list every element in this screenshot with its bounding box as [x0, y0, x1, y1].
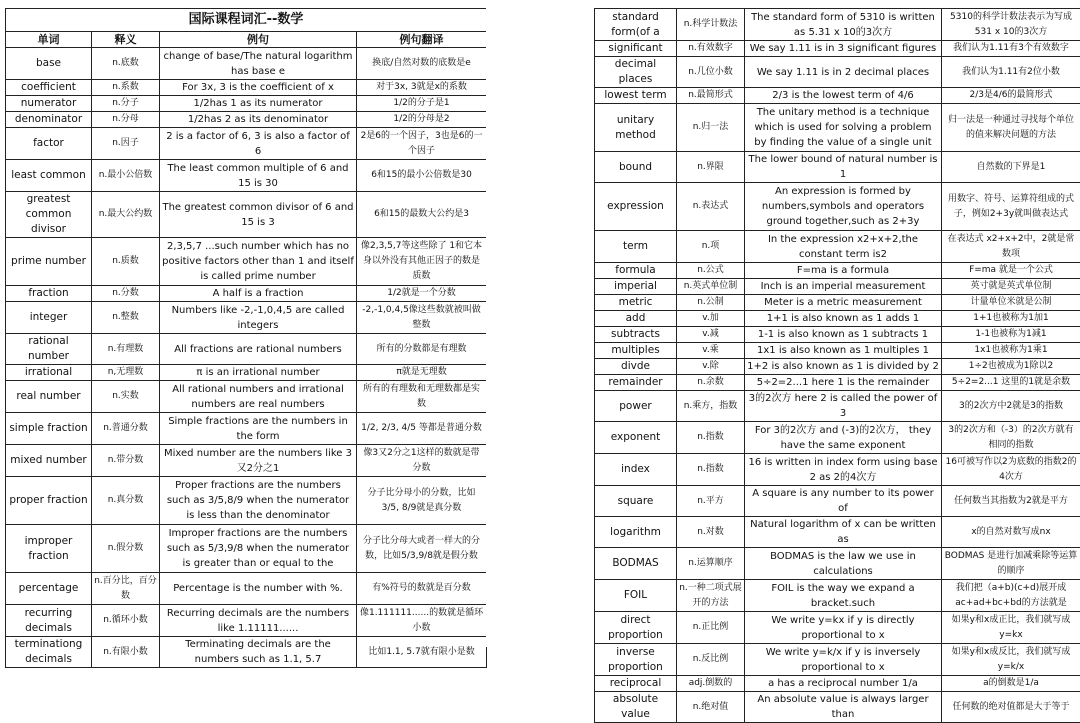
- table-row: [595, 454, 1080, 486]
- meaning-cell: n.英式单位制: [677, 279, 745, 295]
- word-cell: absolute value: [595, 692, 677, 723]
- example-cell: 3的2次方 here 2 is called the power of 3: [745, 391, 942, 422]
- meaning-cell: n.系数: [92, 80, 160, 96]
- example-cell: All fractions are rational numbers: [160, 334, 357, 365]
- translation-cell: 3的2次方和（-3）的2次方就有相同的指数: [942, 422, 1080, 454]
- table-row: [6, 525, 487, 573]
- word-cell: recurring decimals: [6, 605, 92, 637]
- translation-cell: 像2,3,5,7等这些除了 1和它本身以外没有其他正因子的数是质数: [357, 238, 487, 286]
- example-cell: Mixed number are the numbers like 3又2分之1: [160, 445, 357, 477]
- meaning-cell: n.最大公约数: [92, 192, 160, 238]
- word-cell: simple fraction: [6, 413, 92, 445]
- meaning-cell: n.几位小数: [677, 57, 745, 88]
- meaning-cell: adj.倒数的: [677, 676, 745, 692]
- example-cell: Inch is an imperial measurement: [745, 279, 942, 295]
- meaning-cell: n.一种二项式展开的方法: [677, 580, 745, 612]
- translation-cell: 归一法是一种通过寻找每个单位的值来解决问题的方法: [942, 104, 1080, 152]
- example-cell: π is an irrational number: [160, 365, 357, 381]
- example-cell: Numbers like -2,-1,0,4,5 are called integers: [160, 302, 357, 334]
- table-row: [595, 41, 1080, 57]
- meaning-cell: n.正比例: [677, 612, 745, 644]
- meaning-cell: n.有限小数: [92, 637, 160, 668]
- example-cell: An absolute value is always larger than: [745, 692, 942, 723]
- word-cell: real number: [6, 381, 92, 413]
- table-row: [595, 343, 1080, 359]
- translation-cell: a的倒数是1/a: [942, 676, 1080, 692]
- word-cell: rational number: [6, 334, 92, 365]
- example-cell: F=ma is a formula: [745, 263, 942, 279]
- translation-cell: 1+1也被称为1加1: [942, 311, 1080, 327]
- meaning-cell: n.最小公倍数: [92, 160, 160, 192]
- example-cell: 2,3,5,7 ...such number which has no positive factors other than 1 and itself is called prime number: [160, 238, 357, 286]
- table-row: [595, 375, 1080, 391]
- meaning-cell: n.对数: [677, 517, 745, 548]
- table-row: [6, 477, 487, 525]
- meaning-cell: n.质数: [92, 238, 160, 286]
- word-cell: fraction: [6, 286, 92, 302]
- translation-cell: 所有的分数都是有理数: [357, 334, 487, 365]
- table-row: [595, 88, 1080, 104]
- meaning-cell: n.因子: [92, 128, 160, 160]
- example-cell: 16 is written in index form using base 2 as 2的4次方: [745, 454, 942, 486]
- example-cell: 2/3 is the lowest term of 4/6: [745, 88, 942, 104]
- example-cell: FOIL is the way we expand a bracket.such: [745, 580, 942, 612]
- translation-cell: 1x1也被称为1乘1: [942, 343, 1080, 359]
- example-cell: 1+2 is also known as 1 is divided by 2: [745, 359, 942, 375]
- table-row: [6, 80, 487, 96]
- word-cell: lowest term: [595, 88, 677, 104]
- example-cell: The greatest common divisor of 6 and 15 is 3: [160, 192, 357, 238]
- table-row: [6, 413, 487, 445]
- meaning-cell: n.余数: [677, 375, 745, 391]
- word-cell: bound: [595, 152, 677, 183]
- meaning-cell: n.最简形式: [677, 88, 745, 104]
- table-row: [595, 359, 1080, 375]
- meaning-cell: n.绝对值: [677, 692, 745, 723]
- left-vocabulary-table: [5, 8, 487, 668]
- word-cell: percentage: [6, 573, 92, 605]
- word-cell: exponent: [595, 422, 677, 454]
- translation-cell: 1-1也被称为1减1: [942, 327, 1080, 343]
- meaning-cell: n.带分数: [92, 445, 160, 477]
- table-row: [6, 605, 487, 637]
- word-cell: coefficient: [6, 80, 92, 96]
- word-cell: improper fraction: [6, 525, 92, 573]
- word-cell: remainder: [595, 375, 677, 391]
- word-cell: term: [595, 231, 677, 263]
- table-row: [595, 57, 1080, 88]
- header-word: 单词: [6, 32, 92, 48]
- translation-cell: 计量单位米就是公制: [942, 295, 1080, 311]
- word-cell: greatest common divisor: [6, 192, 92, 238]
- translation-cell: 任何数的绝对值都是大于等于: [942, 692, 1080, 723]
- header-example: 例句: [160, 32, 357, 48]
- example-cell: We write y=kx if y is directly proportional to x: [745, 612, 942, 644]
- translation-cell: 换底/自然对数的底数是e: [357, 48, 487, 80]
- word-cell: mixed number: [6, 445, 92, 477]
- meaning-cell: n.有效数字: [677, 41, 745, 57]
- meaning-cell: n.分子: [92, 96, 160, 112]
- word-cell: denominator: [6, 112, 92, 128]
- table-row: [595, 263, 1080, 279]
- table-row: [595, 580, 1080, 612]
- translation-cell: 任何数当其指数为2就是平方: [942, 486, 1080, 517]
- meaning-cell: n.循环小数: [92, 605, 160, 637]
- translation-cell: 1÷2也被成为1除以2: [942, 359, 1080, 375]
- meaning-cell: n.项: [677, 231, 745, 263]
- translation-cell: 对于3x, 3就是x的系数: [357, 80, 487, 96]
- word-cell: unitary method: [595, 104, 677, 152]
- table-row: [6, 334, 487, 365]
- word-cell: index: [595, 454, 677, 486]
- meaning-cell: v.加: [677, 311, 745, 327]
- table-row: [6, 365, 487, 381]
- translation-cell: 1/2, 2/3, 4/5 等都是普通分数: [357, 413, 487, 445]
- word-cell: prime number: [6, 238, 92, 286]
- header-translation: 例句翻译: [357, 32, 487, 48]
- translation-cell: 有%符号的数就是百分数: [357, 573, 487, 605]
- meaning-cell: n.公式: [677, 263, 745, 279]
- meaning-cell: n.乘方，指数: [677, 391, 745, 422]
- word-cell: integer: [6, 302, 92, 334]
- example-cell: A square is any number to its power of: [745, 486, 942, 517]
- table-row: [6, 302, 487, 334]
- word-cell: decimal places: [595, 57, 677, 88]
- translation-cell: 如果y和x成正比，我们就写成y=kx: [942, 612, 1080, 644]
- table-row: [595, 104, 1080, 152]
- translation-cell: 分子比分母小的分数，比如3/5, 8/9就是真分数: [357, 477, 487, 525]
- table-row: [595, 311, 1080, 327]
- translation-cell: 5÷2=2...1 这里的1就是余数: [942, 375, 1080, 391]
- translation-cell: 我们认为1.11有2位小数: [942, 57, 1080, 88]
- word-cell: base: [6, 48, 92, 80]
- example-cell: The standard form of 5310 is written as 5.31 x 10的3次方: [745, 9, 942, 41]
- translation-cell: F=ma 就是一个公式: [942, 263, 1080, 279]
- meaning-cell: v.除: [677, 359, 745, 375]
- table-row: [595, 9, 1080, 41]
- word-cell: direct proportion: [595, 612, 677, 644]
- example-cell: We say 1.11 is in 3 significant figures: [745, 41, 942, 57]
- word-cell: imperial: [595, 279, 677, 295]
- table-row: [6, 286, 487, 302]
- word-cell: add: [595, 311, 677, 327]
- example-cell: In the expression x2+x+2,the constant term is2: [745, 231, 942, 263]
- translation-cell: 自然数的下界是1: [942, 152, 1080, 183]
- table-row: [595, 612, 1080, 644]
- translation-cell: 6和15的最小公倍数是30: [357, 160, 487, 192]
- meaning-cell: n.底数: [92, 48, 160, 80]
- word-cell: inverse proportion: [595, 644, 677, 676]
- translation-cell: 1/2就是一个分数: [357, 286, 487, 302]
- example-cell: Meter is a metric measurement: [745, 295, 942, 311]
- meaning-cell: n.科学计数法: [677, 9, 745, 41]
- table-row: [595, 692, 1080, 723]
- example-cell: 2 is a factor of 6, 3 is also a factor of 6: [160, 128, 357, 160]
- table-row: [6, 238, 487, 286]
- left-vocabulary-page: [5, 8, 486, 668]
- word-cell: factor: [6, 128, 92, 160]
- translation-cell: -2,-1,0,4,5像这些数就被叫做整数: [357, 302, 487, 334]
- table-row: [595, 295, 1080, 311]
- left-table-body: [6, 48, 487, 668]
- table-row: [595, 644, 1080, 676]
- word-cell: BODMAS: [595, 548, 677, 580]
- table-row: [595, 676, 1080, 692]
- meaning-cell: v.乘: [677, 343, 745, 359]
- meaning-cell: n.运算顺序: [677, 548, 745, 580]
- example-cell: Proper fractions are the numbers such as 3/5,8/9 when the numerator is less than the denominator: [160, 477, 357, 525]
- word-cell: divde: [595, 359, 677, 375]
- table-row: [595, 391, 1080, 422]
- page-gap: [486, 0, 594, 647]
- example-cell: Simple fractions are the numbers in the form: [160, 413, 357, 445]
- right-vocabulary-page: [594, 8, 1080, 723]
- example-cell: The unitary method is a technique which is used for solving a problem by finding the value of a single unit: [745, 104, 942, 152]
- word-cell: reciprocal: [595, 676, 677, 692]
- example-cell: 1/2has 2 as its denominator: [160, 112, 357, 128]
- meaning-cell: n.百分比，百分数: [92, 573, 160, 605]
- word-cell: FOIL: [595, 580, 677, 612]
- table-row: [6, 573, 487, 605]
- translation-cell: 用数字、符号、运算符组成的式子，例如2+3y就叫做表达式: [942, 183, 1080, 231]
- translation-cell: 16可被写作以2为底数的指数2的4次方: [942, 454, 1080, 486]
- table-title: 国际课程词汇--数学: [6, 9, 487, 32]
- meaning-cell: n.分数: [92, 286, 160, 302]
- example-cell: We say 1.11 is in 2 decimal places: [745, 57, 942, 88]
- header-meaning: 释义: [92, 32, 160, 48]
- translation-cell: 2是6的一个因子，3也是6的一个因子: [357, 128, 487, 160]
- table-row: [6, 128, 487, 160]
- example-cell: 1-1 is also known as 1 subtracts 1: [745, 327, 942, 343]
- example-cell: Percentage is the number with %.: [160, 573, 357, 605]
- word-cell: terminationg decimals: [6, 637, 92, 668]
- translation-cell: 2/3是4/6的最简形式: [942, 88, 1080, 104]
- table-row: [6, 96, 487, 112]
- meaning-cell: n.指数: [677, 422, 745, 454]
- word-cell: expression: [595, 183, 677, 231]
- word-cell: irrational: [6, 365, 92, 381]
- table-row: [6, 48, 487, 80]
- translation-cell: 6和15的最数大公约是3: [357, 192, 487, 238]
- table-row: [595, 327, 1080, 343]
- example-cell: BODMAS is the law we use in calculations: [745, 548, 942, 580]
- word-cell: square: [595, 486, 677, 517]
- example-cell: 1+1 is also known as 1 adds 1: [745, 311, 942, 327]
- translation-cell: 1/2的分子是1: [357, 96, 487, 112]
- right-vocabulary-table: [594, 8, 1080, 723]
- example-cell: change of base/The natural logarithm has base e: [160, 48, 357, 80]
- example-cell: Terminating decimals are the numbers such as 1.1, 5.7: [160, 637, 357, 668]
- meaning-cell: n.界限: [677, 152, 745, 183]
- example-cell: The least common multiple of 6 and 15 is 30: [160, 160, 357, 192]
- translation-cell: 我们把（a+b)(c+d)展开成ac+ad+bc+bd的方法就是: [942, 580, 1080, 612]
- table-row: [595, 279, 1080, 295]
- translation-cell: 像3又2分之1这样的数就是带分数: [357, 445, 487, 477]
- table-row: [6, 160, 487, 192]
- meaning-cell: n.表达式: [677, 183, 745, 231]
- example-cell: 1/2has 1 as its numerator: [160, 96, 357, 112]
- table-row: [595, 486, 1080, 517]
- word-cell: numerator: [6, 96, 92, 112]
- example-cell: Natural logarithm of x can be written as: [745, 517, 942, 548]
- translation-cell: 如果y和x成反比，我们就写成y=k/x: [942, 644, 1080, 676]
- translation-cell: 像1.111111......的数就是循环小数: [357, 605, 487, 637]
- table-row: [6, 112, 487, 128]
- word-cell: metric: [595, 295, 677, 311]
- word-cell: proper fraction: [6, 477, 92, 525]
- translation-cell: 5310的科学计数法表示为写成531 x 10的3次方: [942, 9, 1080, 41]
- translation-cell: π就是无理数: [357, 365, 487, 381]
- table-row: [6, 192, 487, 238]
- translation-cell: 分子比分母大或者一样大的分数，比如5/3,9/8就是假分数: [357, 525, 487, 573]
- example-cell: Recurring decimals are the numbers like 1.11111......: [160, 605, 357, 637]
- meaning-cell: n.平方: [677, 486, 745, 517]
- table-row: [595, 152, 1080, 183]
- example-cell: 1x1 is also known as 1 multiples 1: [745, 343, 942, 359]
- meaning-cell: n,无理数: [92, 365, 160, 381]
- table-row: [595, 517, 1080, 548]
- example-cell: The lower bound of natural number is 1: [745, 152, 942, 183]
- table-row: [6, 381, 487, 413]
- example-cell: A half is a fraction: [160, 286, 357, 302]
- example-cell: For 3x, 3 is the coefficient of x: [160, 80, 357, 96]
- table-row: [595, 183, 1080, 231]
- meaning-cell: n.整数: [92, 302, 160, 334]
- table-row: [595, 231, 1080, 263]
- word-cell: power: [595, 391, 677, 422]
- right-table-body: [595, 9, 1080, 723]
- word-cell: standard form(of a: [595, 9, 677, 41]
- translation-cell: 英寸就是英式单位制: [942, 279, 1080, 295]
- table-row: [6, 637, 487, 668]
- example-cell: 5÷2=2...1 here 1 is the remainder: [745, 375, 942, 391]
- meaning-cell: n.指数: [677, 454, 745, 486]
- meaning-cell: n.真分数: [92, 477, 160, 525]
- translation-cell: 比如1.1, 5.7就有限小是数: [357, 637, 487, 668]
- table-row: [595, 548, 1080, 580]
- example-cell: a has a reciprocal number 1/a: [745, 676, 942, 692]
- meaning-cell: n.有理数: [92, 334, 160, 365]
- meaning-cell: n.假分数: [92, 525, 160, 573]
- example-cell: We write y=k/x if y is inversely proportional to x: [745, 644, 942, 676]
- meaning-cell: v.减: [677, 327, 745, 343]
- translation-cell: 我们认为1.11有3个有效数字: [942, 41, 1080, 57]
- table-row: [595, 422, 1080, 454]
- word-cell: logarithm: [595, 517, 677, 548]
- table-row: [6, 445, 487, 477]
- meaning-cell: n.分母: [92, 112, 160, 128]
- meaning-cell: n.归一法: [677, 104, 745, 152]
- word-cell: subtracts: [595, 327, 677, 343]
- word-cell: formula: [595, 263, 677, 279]
- translation-cell: BODMAS 是进行加减乘除等运算的顺序: [942, 548, 1080, 580]
- word-cell: significant: [595, 41, 677, 57]
- translation-cell: 所有的有理数和无理数都是实数: [357, 381, 487, 413]
- translation-cell: 在表达式 x2+x+2中，2就是常数项: [942, 231, 1080, 263]
- example-cell: For 3的2次方 and (-3)的2次方， they have the same exponent: [745, 422, 942, 454]
- translation-cell: x的自然对数写成nx: [942, 517, 1080, 548]
- meaning-cell: n.实数: [92, 381, 160, 413]
- example-cell: Improper fractions are the numbers such as 5/3,9/8 when the numerator is greater than or equal to the: [160, 525, 357, 573]
- word-cell: multiples: [595, 343, 677, 359]
- meaning-cell: n.反比例: [677, 644, 745, 676]
- meaning-cell: n.普通分数: [92, 413, 160, 445]
- word-cell: least common: [6, 160, 92, 192]
- example-cell: An expression is formed by numbers,symbols and operators ground together,such as 2+3y: [745, 183, 942, 231]
- meaning-cell: n.公制: [677, 295, 745, 311]
- translation-cell: 1/2的分母是2: [357, 112, 487, 128]
- translation-cell: 3的2次方中2就是3的指数: [942, 391, 1080, 422]
- example-cell: All rational numbers and irrational numbers are real numbers: [160, 381, 357, 413]
